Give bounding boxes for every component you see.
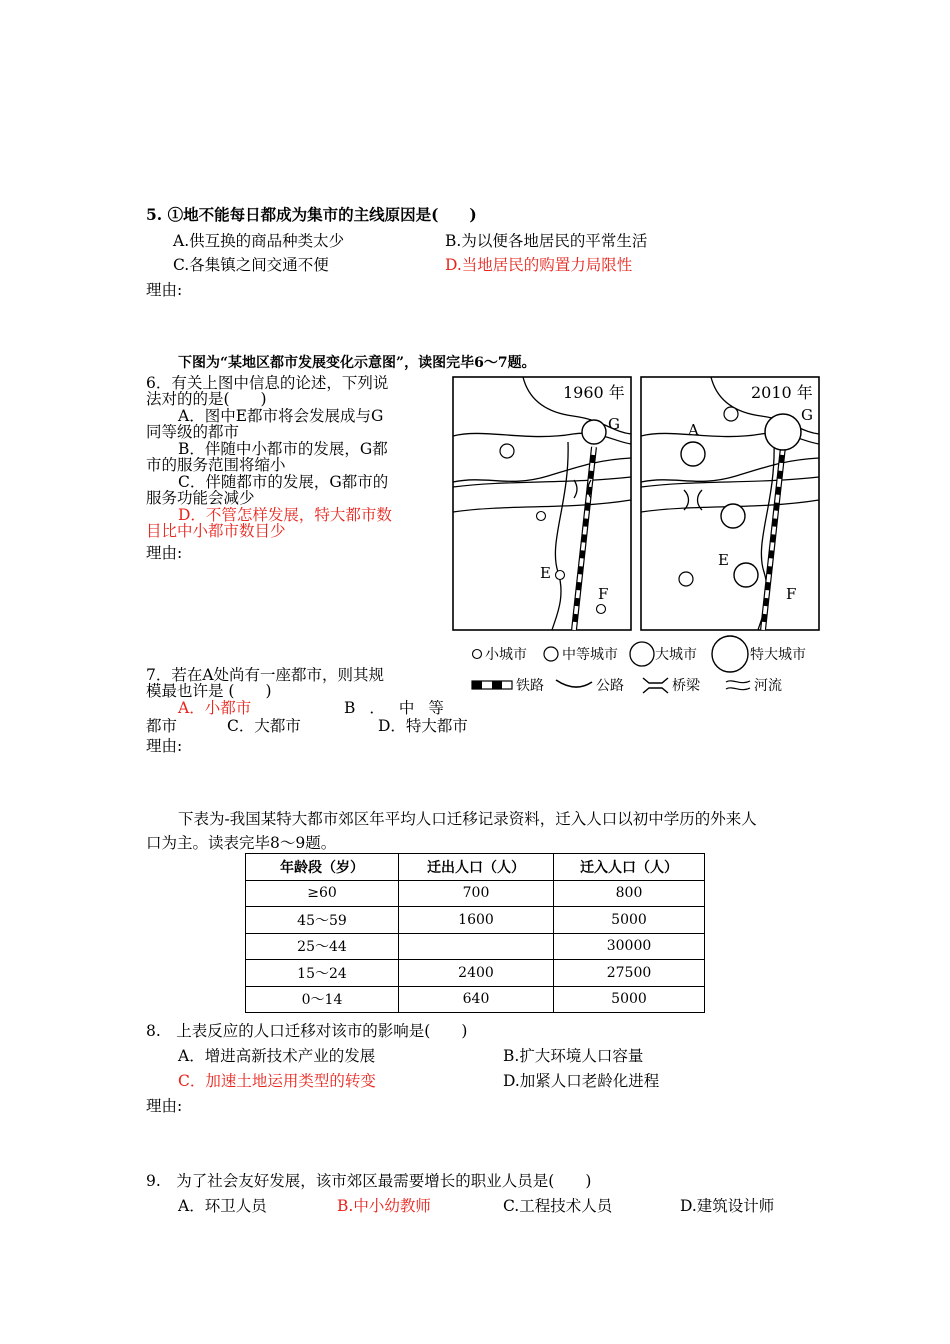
q8-option-b: B.扩大环境人口容量 <box>503 1047 644 1065</box>
table-cell: ≥60 <box>246 880 399 907</box>
q8-reason: 理由: <box>146 1097 183 1115</box>
legend-small-city: 小城市 <box>485 647 527 663</box>
q6-option-b-line1: B．伴随中小都市的发展，G都 <box>178 440 388 458</box>
q9-option-b-answer: B.中小幼教师 <box>337 1197 431 1215</box>
col-out-migration: 迁出人口（人） <box>399 854 554 881</box>
q6-option-b-line2: 市的服务范围将缩小 <box>146 456 286 474</box>
right-label-e: E <box>718 551 729 569</box>
left-label-e: E <box>540 564 551 582</box>
left-label-g: G <box>608 415 620 433</box>
intro-8-9-line2: 口为主。读表完毕8～9题。 <box>146 834 337 852</box>
q6-option-d-answer-line1: D．不管怎样发展，特大都市数 <box>178 506 392 524</box>
q7-stem-line1: 7．若在A处尚有一座都市，则其规 <box>146 666 385 684</box>
table-cell <box>399 933 554 960</box>
table-row <box>246 986 705 1013</box>
q9-option-c: C.工程技术人员 <box>503 1197 613 1215</box>
q8-option-d: D.加紧人口老龄化进程 <box>503 1072 660 1090</box>
table-cell: 25～44 <box>246 933 399 960</box>
table-cell: 1600 <box>399 907 554 934</box>
table-row <box>246 880 705 907</box>
q6-option-c-line2: 服务功能会减少 <box>146 489 255 507</box>
q5-reason: 理由: <box>146 281 183 299</box>
q9-option-d: D.建筑设计师 <box>680 1197 775 1215</box>
q7-option-c: C．大都市 <box>227 717 301 735</box>
table-cell: 2400 <box>399 960 554 987</box>
q7-option-d: D．特大都市 <box>378 717 468 735</box>
right-label-f: F <box>786 585 797 603</box>
legend-river: 河流 <box>754 678 782 694</box>
q8-option-c-answer: C．加速土地运用类型的转变 <box>178 1072 376 1090</box>
table-cell: 27500 <box>554 960 705 987</box>
left-panel-year: 1960 年 <box>563 383 625 402</box>
right-label-a: A <box>688 421 699 439</box>
legend-large-city: 大城市 <box>655 647 697 663</box>
migration-table <box>245 853 705 1013</box>
table-cell: 0～14 <box>246 986 399 1013</box>
q7-option-b: B．中等 <box>344 699 458 717</box>
table-row <box>246 933 705 960</box>
q8-stem: 8. 上表反应的人口迁移对该市的影响是( ) <box>146 1022 468 1040</box>
q5-option-a: A.供互换的商品种类太少 <box>173 232 345 250</box>
legend-mega-city: 特大城市 <box>750 647 806 663</box>
q6-option-c-line1: C．伴随都市的发展，G都市的 <box>178 473 389 491</box>
table-cell: 45～59 <box>246 907 399 934</box>
right-panel-year: 2010 年 <box>751 383 813 402</box>
legend-railway: 铁路 <box>516 678 544 694</box>
q6-reason: 理由: <box>146 544 183 562</box>
q7-reason: 理由: <box>146 737 183 755</box>
q5-stem: 5. ①地不能每日都成为集市的主线原因是( ) <box>146 205 477 224</box>
table-cell: 5000 <box>554 986 705 1013</box>
q6-stem-line1: 6．有关上图中信息的论述，下列说 <box>146 374 389 392</box>
legend-bridge: 桥梁 <box>672 678 700 694</box>
legend-highway: 公路 <box>596 678 624 694</box>
q9-option-a: A．环卫人员 <box>178 1197 267 1215</box>
legend-medium-city: 中等城市 <box>562 647 618 663</box>
q5-option-c: C.各集镇之间交通不便 <box>173 256 329 274</box>
table-header-row <box>246 854 705 881</box>
q7-stem-line2: 模最也许是 ( ) <box>146 682 272 700</box>
intro-6-7: 下图为“某地区都市发展变化示意图”，读图完毕6～7题。 <box>178 355 536 371</box>
table-cell: 800 <box>554 880 705 907</box>
table-row <box>246 960 705 987</box>
q7-option-a-label: A．小都市 <box>178 699 252 717</box>
col-in-migration: 迁入人口（人） <box>554 854 705 881</box>
q7-option-b-cont: 都市 <box>146 717 178 735</box>
table-row <box>246 907 705 934</box>
left-label-f: F <box>598 585 609 603</box>
q6-stem-line2: 法对的的是( ) <box>146 390 267 408</box>
table-cell: 15～24 <box>246 960 399 987</box>
table-cell: 640 <box>399 986 554 1013</box>
col-age-group: 年龄段（岁） <box>246 854 399 881</box>
q8-option-a: A．增进高新技术产业的发展 <box>178 1047 376 1065</box>
right-label-g: G <box>801 406 813 424</box>
city-development-map <box>448 372 828 702</box>
table-cell: 30000 <box>554 933 705 960</box>
q5-option-b: B.为以便各地居民的平常生活 <box>445 232 648 250</box>
q9-stem: 9. 为了社会友好发展，该市郊区最需要增长的职业人员是( ) <box>146 1172 592 1190</box>
q6-option-d-answer-line2: 目比中小都市数目少 <box>146 522 286 540</box>
table-cell: 700 <box>399 880 554 907</box>
q5-option-d-answer: D.当地居民的购置力局限性 <box>445 256 633 274</box>
intro-8-9-line1: 下表为-我国某特大都市郊区年平均人口迁移记录资料，迁入人口以初中学历的外来人 <box>178 810 757 828</box>
q6-option-a-line2: 同等级的都市 <box>146 423 240 441</box>
q6-option-a-line1: A．图中E都市将会发展成与G <box>178 407 384 425</box>
table-cell: 5000 <box>554 907 705 934</box>
